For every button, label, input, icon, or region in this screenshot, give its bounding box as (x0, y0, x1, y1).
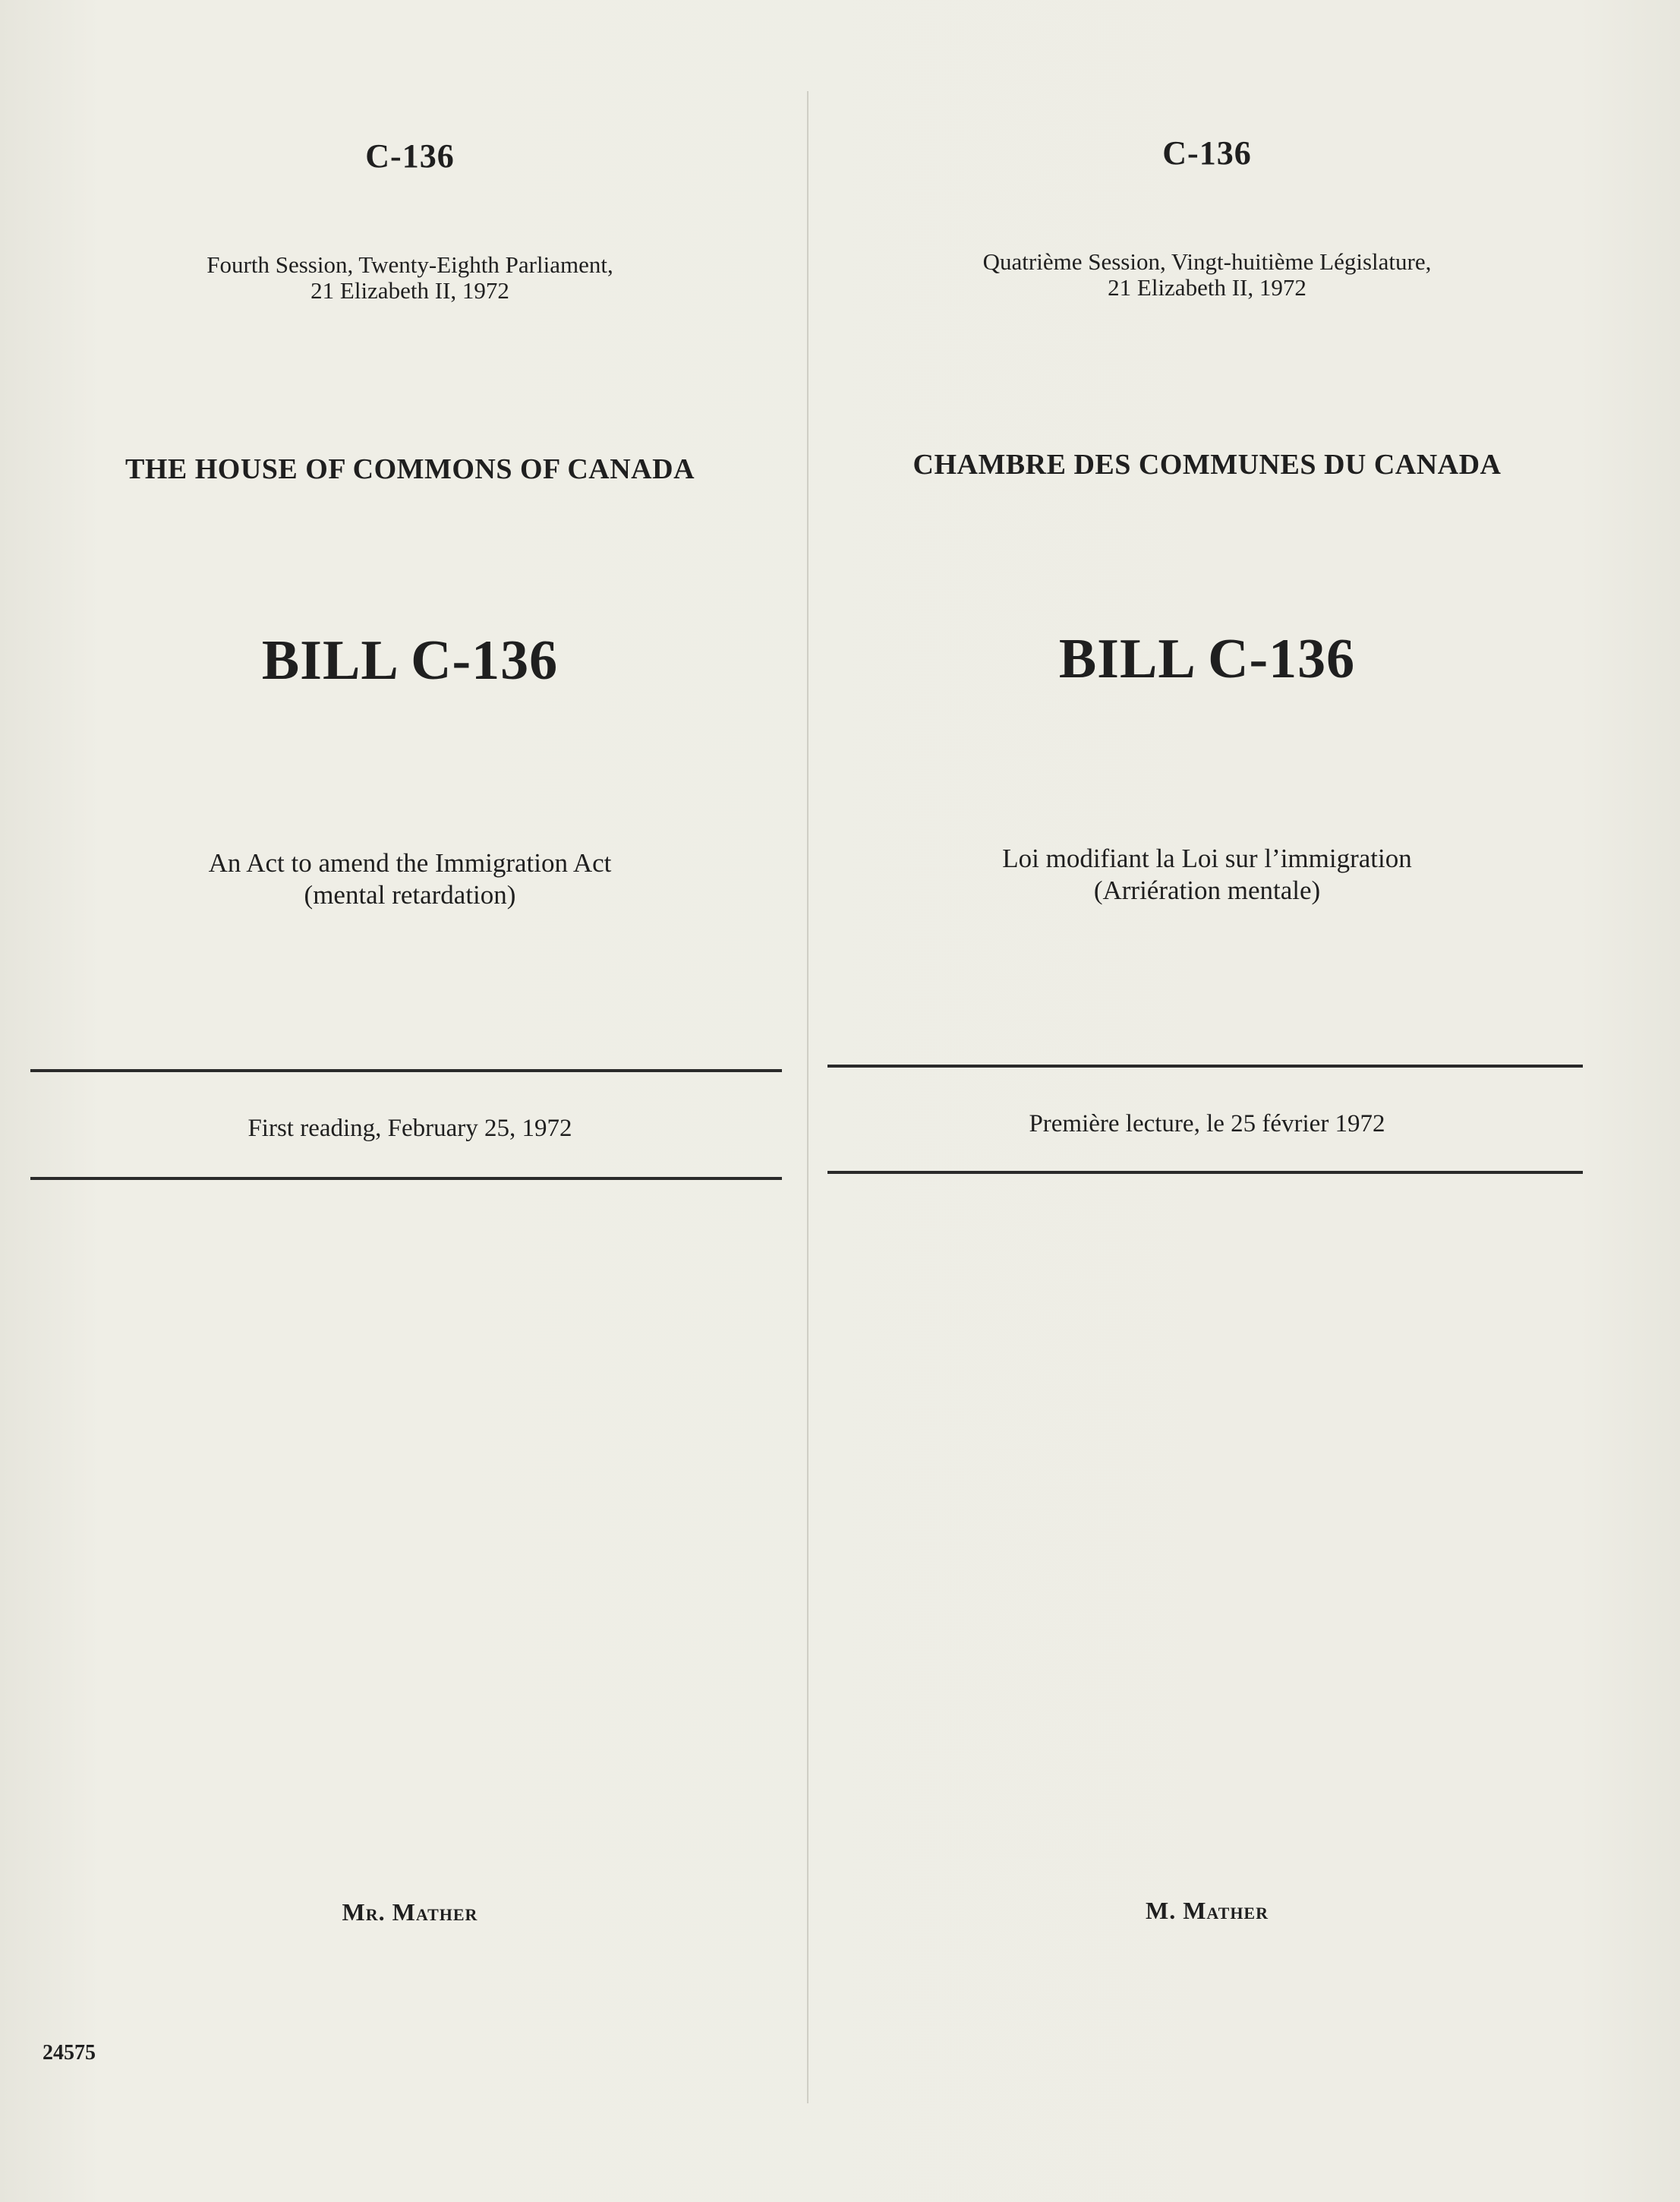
english-cover (30, 0, 790, 2202)
print-code-number: 24575 (43, 2041, 96, 2065)
session-line-2: 21 Elizabeth II, 1972 (310, 277, 509, 304)
bill-title: BILL C-136 (1058, 628, 1356, 690)
bill-code: C-136 (365, 137, 455, 175)
act-title-line-2: (mental retardation) (304, 880, 516, 910)
session-line-2: 21 Elizabeth II, 1972 (1108, 274, 1306, 301)
french-cover (827, 0, 1587, 2202)
bottom-rule (827, 1171, 1583, 1174)
session-line-1: Fourth Session, Twenty-Eighth Parliament, (206, 251, 613, 278)
sponsor: Mr. Mather (342, 1898, 478, 1926)
act-title-line-1: Loi modifiant la Loi sur l’immigration (1002, 844, 1412, 873)
column-separator (807, 91, 808, 2103)
act-title-line-1: An Act to amend the Immigration Act (208, 848, 612, 878)
act-title-line-2: (Arriération mentale) (1093, 875, 1321, 905)
top-rule (30, 1069, 782, 1072)
bill-title: BILL C-136 (261, 629, 559, 692)
first-reading: Première lecture, le 25 février 1972 (1029, 1110, 1385, 1137)
bill-code: C-136 (1162, 134, 1252, 172)
bottom-rule (30, 1177, 782, 1180)
top-rule (827, 1065, 1583, 1068)
session-line-1: Quatrième Session, Vingt-huitième Législature, (982, 248, 1432, 275)
sponsor: M. Mather (1145, 1897, 1269, 1924)
first-reading: First reading, February 25, 1972 (247, 1115, 572, 1142)
house-heading: CHAMBRE DES COMMUNES DU CANADA (912, 449, 1502, 481)
house-heading: THE HOUSE OF COMMONS OF CANADA (125, 453, 695, 485)
